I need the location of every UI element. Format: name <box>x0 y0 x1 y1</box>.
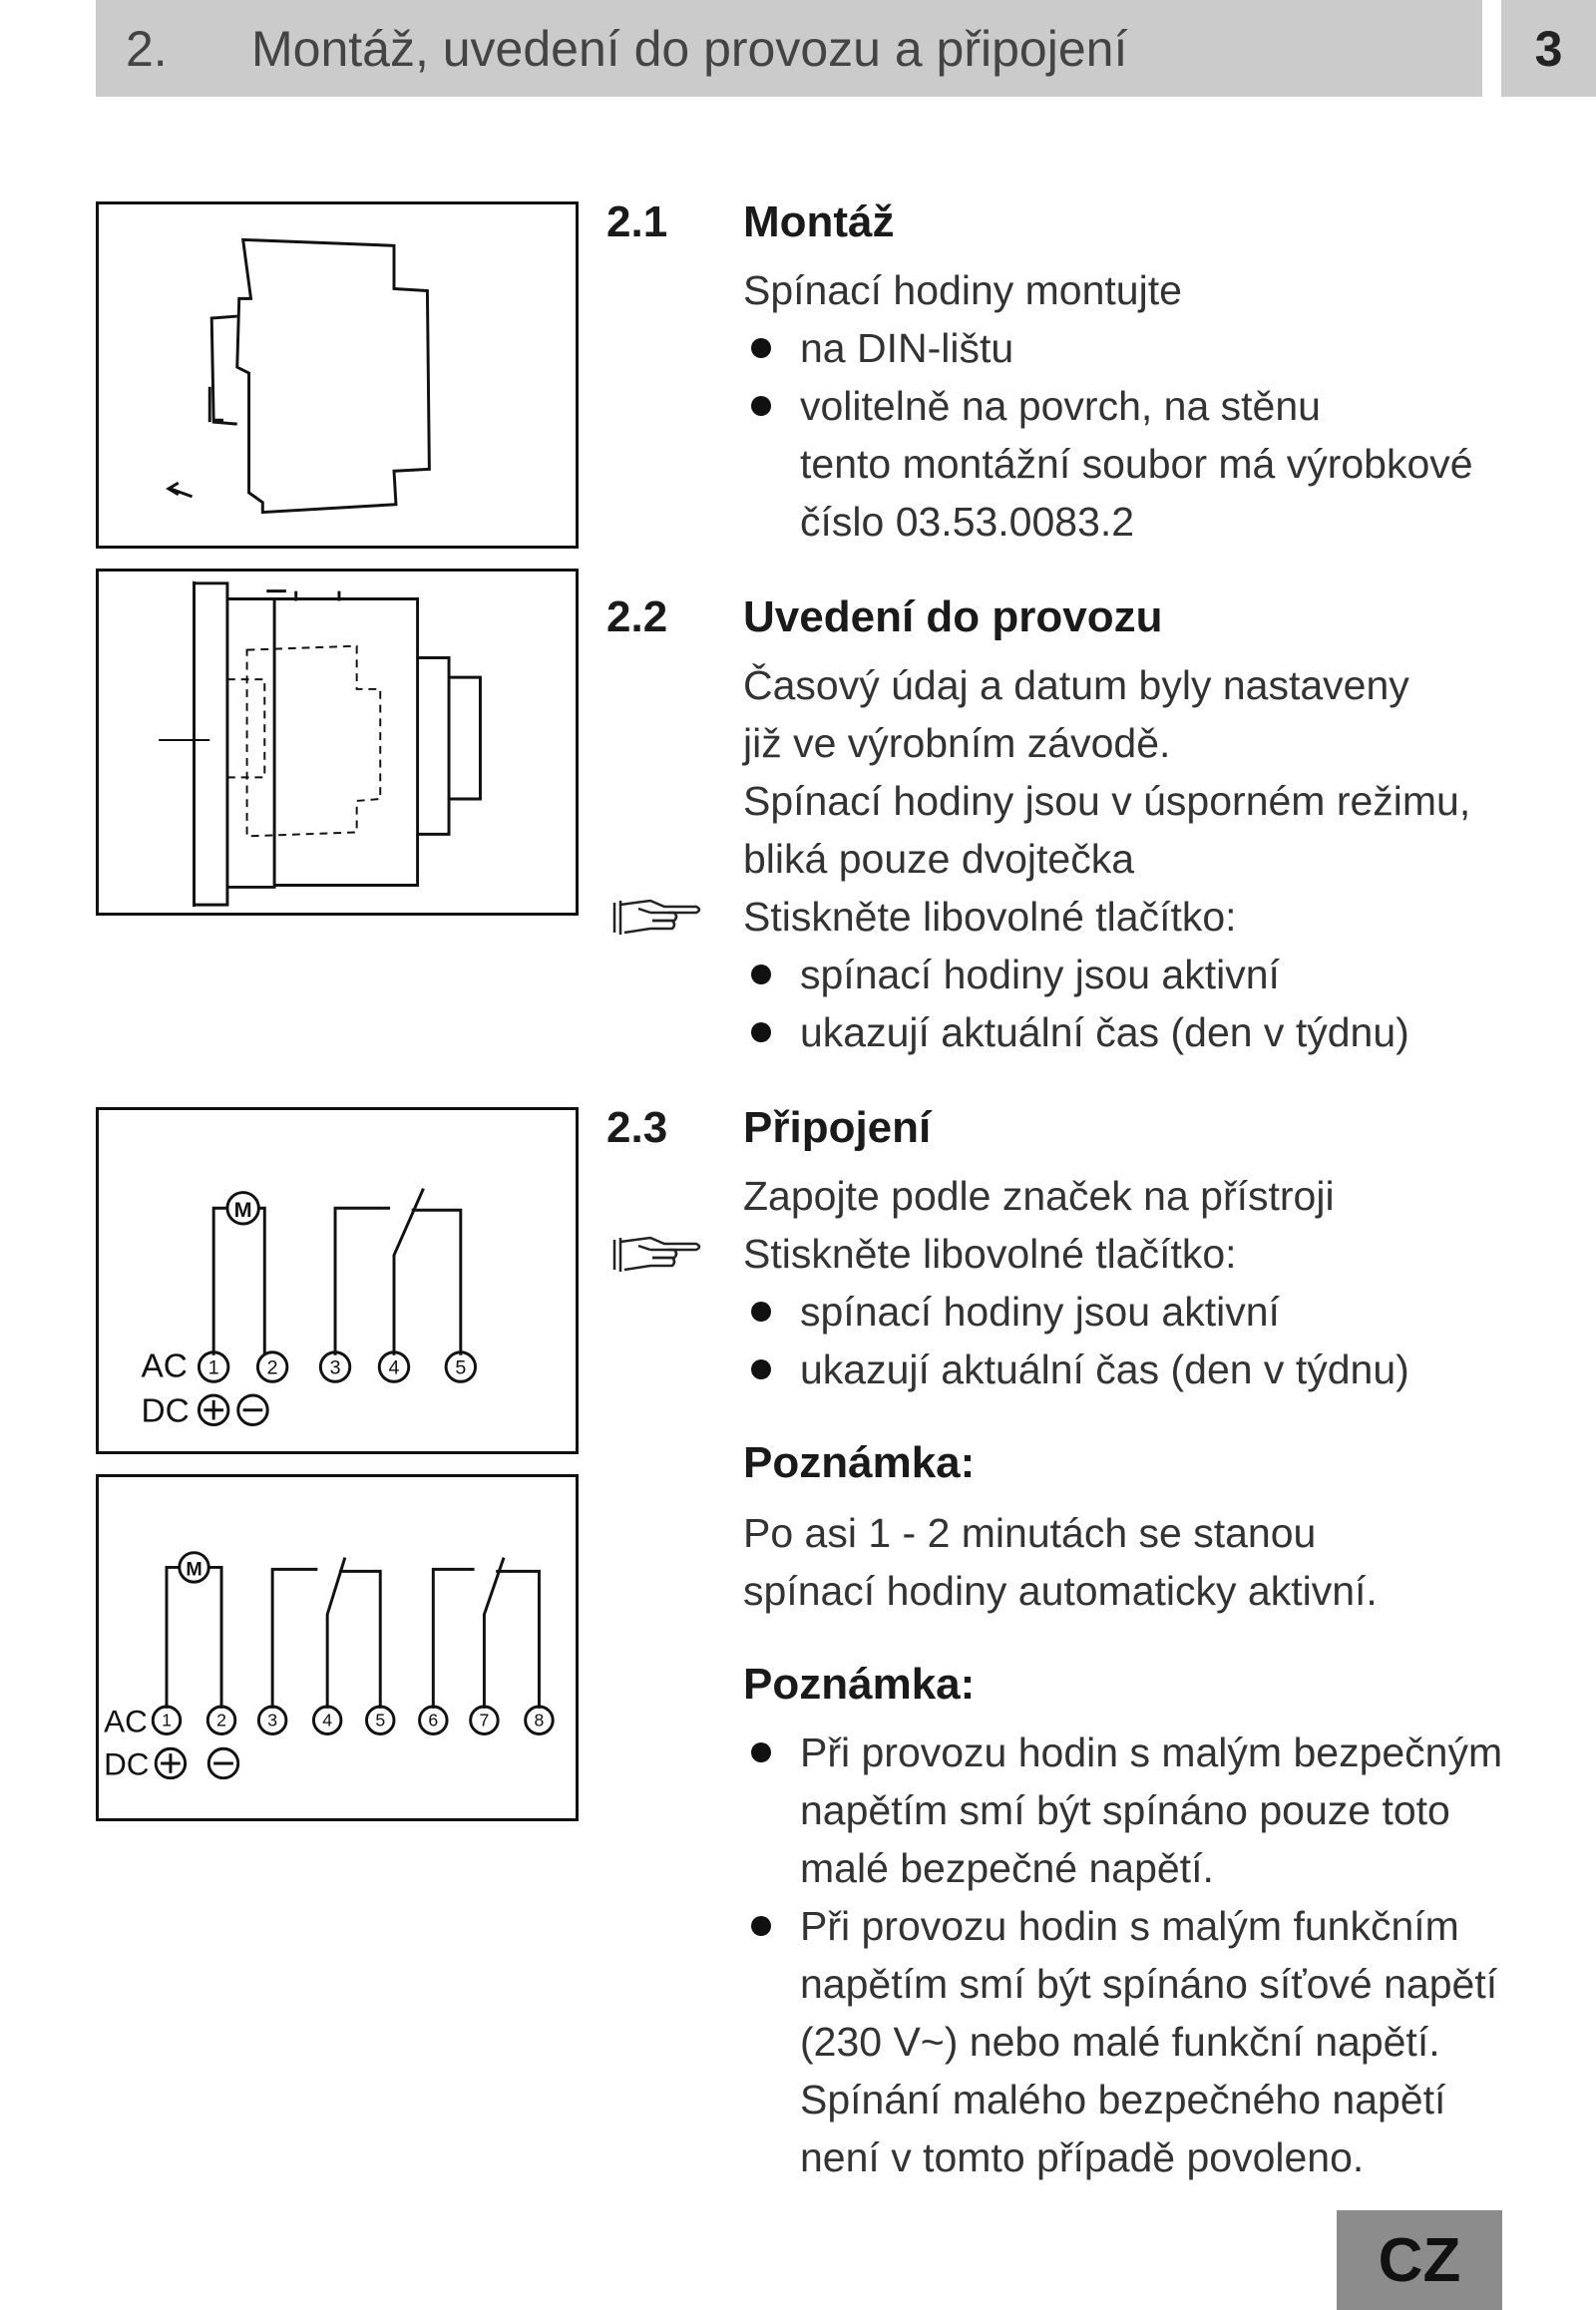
wiring-1-terminal: 3 <box>329 1356 341 1379</box>
wiring-1-terminal: 5 <box>455 1356 467 1379</box>
bullet-dot <box>751 964 771 984</box>
bullet-dot <box>751 1022 771 1042</box>
list-item: ukazují aktuální čas (den v týdnu) <box>743 1341 1541 1398</box>
wiring-1-terminal: 2 <box>266 1356 278 1379</box>
bullet-dot <box>751 396 771 416</box>
wiring-2-ac-label: AC <box>104 1704 148 1739</box>
language-tab: CZ <box>1337 2210 1502 2310</box>
wiring-1-terminal: 4 <box>388 1356 400 1379</box>
wiring-8-drawing <box>99 1477 576 1818</box>
wiring-2-terminal: 4 <box>322 1710 333 1731</box>
wiring-5-drawing <box>99 1110 576 1451</box>
bullet-continuation: tento montážní soubor má výrobkové <box>800 441 1473 487</box>
wiring-1-terminal: 1 <box>207 1356 219 1379</box>
wiring-2-dc-label: DC <box>104 1746 150 1782</box>
list-item: spínací hodiny jsou aktivní <box>743 946 1541 1003</box>
section-text: Časový údaj a datum byly nastaveny <box>743 662 1409 708</box>
wiring-2-terminal: 8 <box>534 1710 545 1731</box>
pointing-hand-icon <box>610 895 702 939</box>
bullet-dot <box>751 1359 771 1379</box>
chapter-header <box>96 0 1482 97</box>
wiring-2-terminal: 5 <box>375 1710 386 1731</box>
bullet-dot <box>751 338 771 358</box>
list-item: volitelně na povrch, na stěnu <box>743 377 1541 435</box>
section-number: 2.1 <box>606 197 668 246</box>
chapter-title: Montáž, uvedení do provozu a připojení <box>251 20 1128 77</box>
wiring-1-motor-label: M <box>233 1197 252 1223</box>
page-number: 3 <box>1501 0 1596 97</box>
section-text: Spínací hodiny montujte <box>743 267 1182 313</box>
figure-side-view <box>96 569 579 916</box>
side-view-drawing <box>99 572 576 913</box>
chapter-number: 2. <box>126 20 168 77</box>
section-text: Stiskněte libovolné tlačítko: <box>743 894 1237 940</box>
note-heading: Poznámka: <box>743 1660 976 1709</box>
section-number: 2.3 <box>606 1103 668 1152</box>
wiring-2-terminal: 3 <box>267 1710 278 1731</box>
wiring-2-motor-label: M <box>186 1558 202 1581</box>
section-text: již ve výrobním závodě. <box>743 720 1171 766</box>
wiring-2-terminal: 7 <box>479 1710 490 1731</box>
list-item: Při provozu hodin s malým bezpečným napětím smí být spínáno pouze toto malé bezpečné napětí. <box>743 1724 1541 1897</box>
wiring-2-terminal: 1 <box>162 1710 172 1731</box>
wiring-2-terminal: 6 <box>428 1710 439 1731</box>
list-item: na DIN-lištu <box>743 319 1541 377</box>
note-heading: Poznámka: <box>743 1438 976 1487</box>
figure-din-mounting <box>96 201 579 549</box>
section-text: bliká pouze dvojtečka <box>743 836 1135 882</box>
bullet-continuation: číslo 03.53.0083.2 <box>800 499 1135 545</box>
section-text: Spínací hodiny jsou v úsporném režimu, <box>743 778 1471 824</box>
list-item: spínací hodiny jsou aktivní <box>743 1283 1541 1341</box>
figure-wiring-5-terminals <box>96 1107 579 1454</box>
list-item: ukazují aktuální čas (den v týdnu) <box>743 1003 1541 1061</box>
note-text: spínací hodiny automaticky aktivní. <box>743 1568 1378 1614</box>
wiring-1-dc-label: DC <box>141 1392 190 1430</box>
wiring-1-ac-label: AC <box>141 1348 188 1385</box>
section-text: Stiskněte libovolné tlačítko: <box>743 1231 1237 1277</box>
section-number: 2.2 <box>606 592 668 641</box>
section-text: Zapojte podle značek na přístroji <box>743 1173 1335 1219</box>
bullet-dot <box>751 1742 771 1762</box>
din-mounting-drawing <box>99 204 576 546</box>
section-heading: Připojení <box>743 1103 932 1152</box>
section-heading: Uvedení do provozu <box>743 592 1163 641</box>
figure-wiring-8-terminals <box>96 1474 579 1821</box>
note-text: Po asi 1 - 2 minutách se stanou <box>743 1510 1317 1556</box>
pointing-hand-icon <box>610 1232 702 1276</box>
bullet-dot <box>751 1302 771 1322</box>
section-heading: Montáž <box>743 197 895 246</box>
bullet-dot <box>751 1916 771 1936</box>
list-item: Při provozu hodin s malým funkčním napětím smí být spínáno síťové napětí (230 V~) nebo malé funkční napětí. Spínání malého bezpečného napětí není v tomto případě povoleno. <box>743 1897 1541 2186</box>
wiring-2-terminal: 2 <box>216 1710 226 1731</box>
